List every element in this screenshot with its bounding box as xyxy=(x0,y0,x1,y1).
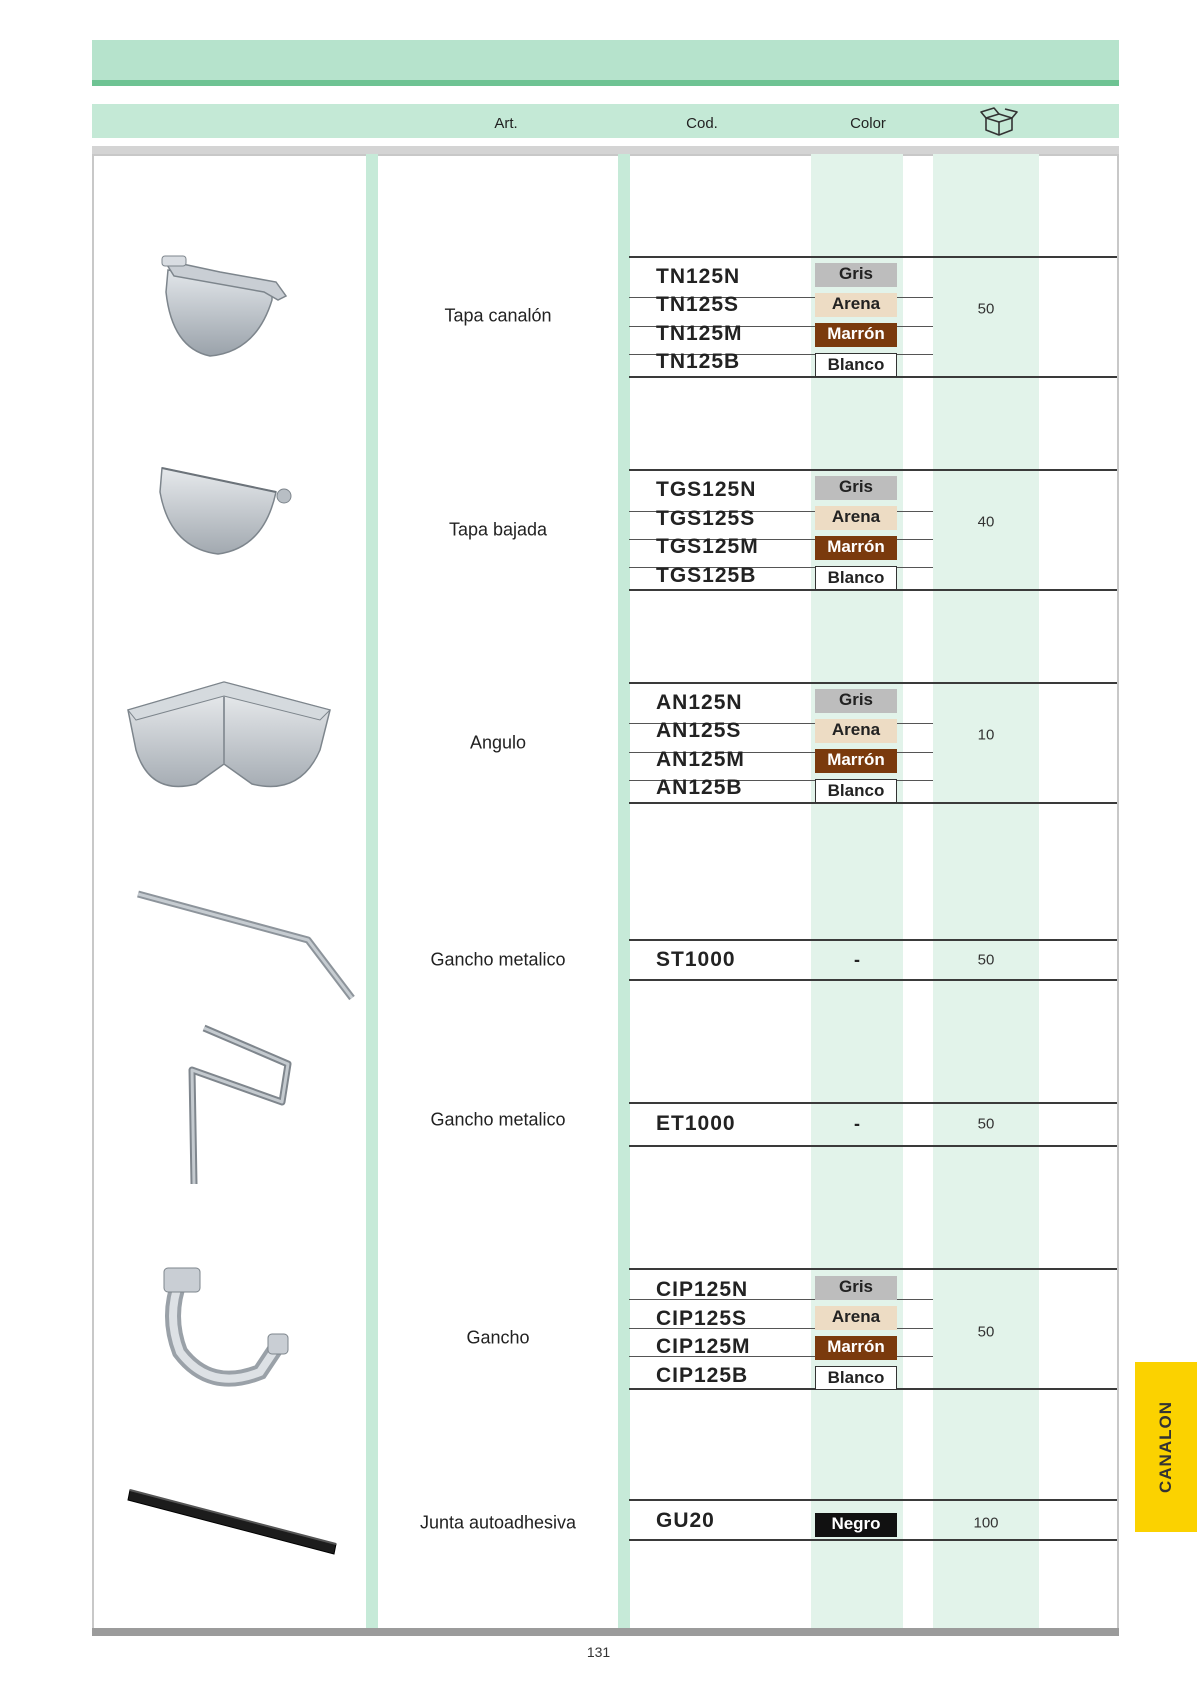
product-code: CIP125B xyxy=(656,1364,749,1387)
product-code: CIP125N xyxy=(656,1278,749,1301)
page-number: 131 xyxy=(586,1644,611,1660)
product-code: TN125N xyxy=(656,265,741,288)
color-none: - xyxy=(854,949,860,970)
header-art: Art. xyxy=(494,115,518,132)
color-swatch-gris: Gris xyxy=(815,263,897,287)
product-code: AN125S xyxy=(656,719,742,742)
product-code: TN125S xyxy=(656,293,740,316)
product-name: Junta autoadhesiva xyxy=(419,1512,577,1533)
product-code: GU20 xyxy=(656,1509,715,1532)
product-code: TGS125S xyxy=(656,507,756,530)
section-tab-label: CANALON xyxy=(1156,1401,1175,1493)
product-name: Tapa canalón xyxy=(444,305,552,326)
top-band-rule xyxy=(92,80,1119,86)
color-swatch-blanco: Blanco xyxy=(815,566,897,590)
color-swatch-gris: Gris xyxy=(815,689,897,713)
box-quantity: 50 xyxy=(977,300,995,318)
product-code: AN125B xyxy=(656,776,743,799)
color-swatch-gris: Gris xyxy=(815,476,897,500)
box-quantity: 40 xyxy=(977,513,995,531)
color-swatch-marron: Marrón xyxy=(815,323,897,347)
product-code: AN125M xyxy=(656,748,745,771)
color-none: - xyxy=(854,1113,860,1134)
product-code: ET1000 xyxy=(656,1112,736,1135)
color-swatch-marron: Marrón xyxy=(815,1336,897,1360)
product-code: TN125M xyxy=(656,322,743,345)
table-bottom-bar xyxy=(92,1628,1119,1636)
color-swatch-gris: Gris xyxy=(815,1276,897,1300)
box-quantity: 50 xyxy=(977,1323,995,1341)
table-header xyxy=(92,104,1119,138)
section-tab xyxy=(1135,1362,1197,1532)
product-code: ST1000 xyxy=(656,948,736,971)
header-gap xyxy=(92,146,1119,154)
product-code: CIP125S xyxy=(656,1307,748,1330)
downpipe-end-cap-icon xyxy=(156,462,300,562)
adhesive-seal-strip-icon xyxy=(126,1484,340,1556)
product-name: Angulo xyxy=(469,732,527,753)
color-swatch-marron: Marrón xyxy=(815,749,897,773)
box-quantity: 50 xyxy=(977,1115,995,1133)
color-swatch-arena: Arena xyxy=(815,719,897,743)
product-code: TGS125B xyxy=(656,564,757,587)
product-name: Tapa bajada xyxy=(448,519,548,540)
product-code: AN125N xyxy=(656,691,743,714)
column-divider xyxy=(366,154,378,1628)
box-quantity: 10 xyxy=(977,726,995,744)
product-name: Gancho metalico xyxy=(430,1109,566,1130)
box-quantity: 100 xyxy=(973,1514,999,1532)
metal-bracket-hook-icon xyxy=(178,1024,298,1188)
metal-strap-hook-icon xyxy=(136,890,356,1002)
product-code: TN125B xyxy=(656,350,741,373)
header-cod: Cod. xyxy=(686,115,718,132)
product-code: CIP125M xyxy=(656,1335,751,1358)
box-icon xyxy=(978,106,1020,138)
color-swatch-blanco: Blanco xyxy=(815,1366,897,1390)
color-swatch-negro: Negro xyxy=(815,1513,897,1537)
product-name: Gancho metalico xyxy=(430,949,566,970)
product-code: TGS125N xyxy=(656,478,757,501)
header-color: Color xyxy=(850,115,886,132)
color-swatch-arena: Arena xyxy=(815,506,897,530)
color-swatch-blanco: Blanco xyxy=(815,353,897,377)
gutter-corner-icon xyxy=(124,680,334,802)
color-swatch-arena: Arena xyxy=(815,1306,897,1330)
box-quantity: 50 xyxy=(977,951,995,969)
product-code: TGS125M xyxy=(656,535,759,558)
product-name: Gancho xyxy=(466,1327,530,1348)
color-swatch-arena: Arena xyxy=(815,293,897,317)
color-swatch-blanco: Blanco xyxy=(815,779,897,803)
gutter-end-cap-icon xyxy=(160,252,296,360)
color-swatch-marron: Marrón xyxy=(815,536,897,560)
gutter-hanger-icon xyxy=(150,1266,302,1396)
